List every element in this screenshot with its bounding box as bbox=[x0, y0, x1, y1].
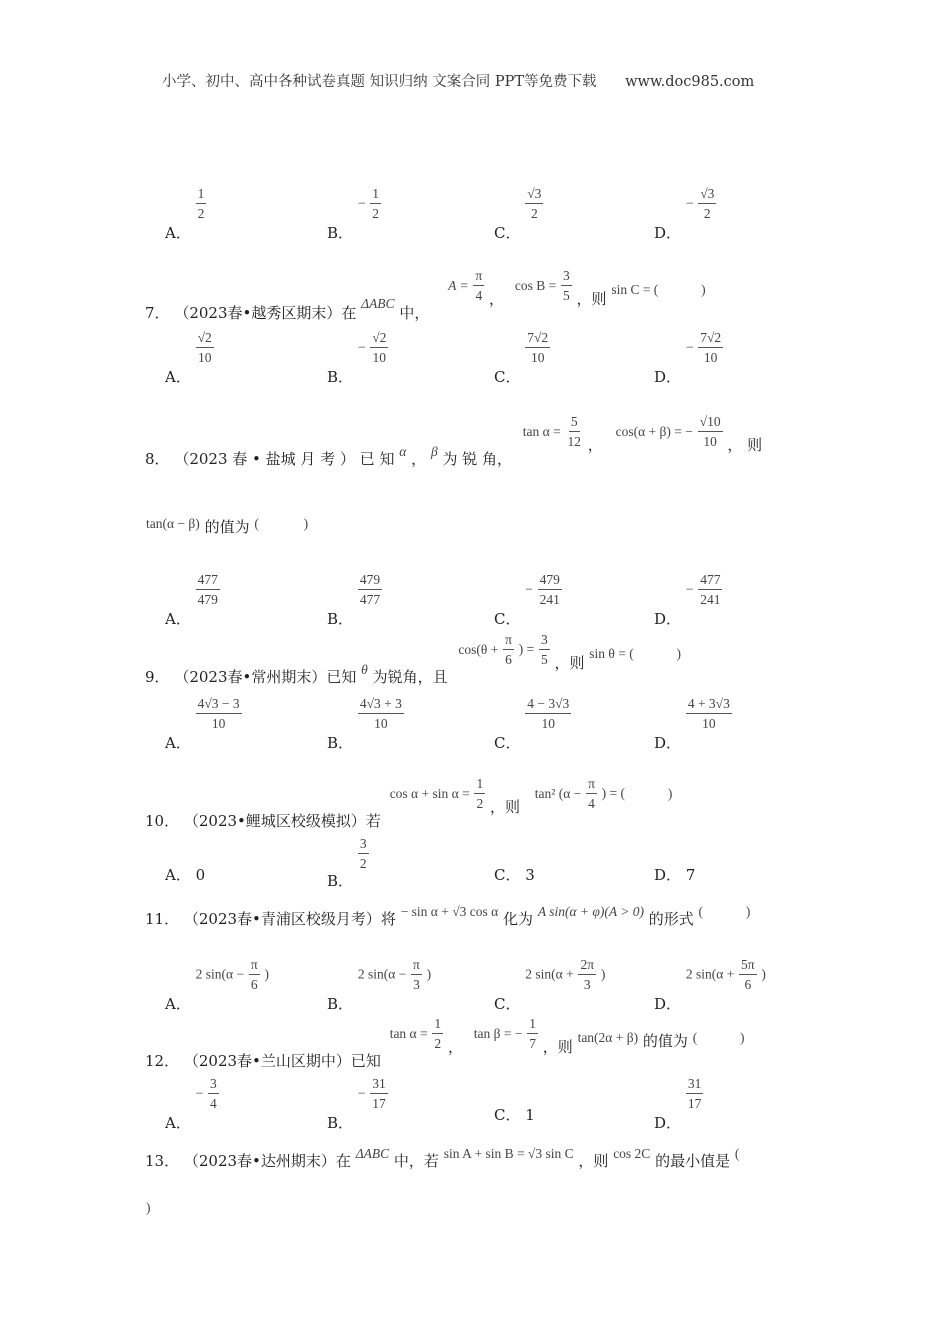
option-sign: − bbox=[685, 195, 694, 211]
q12-option-a[interactable] bbox=[165, 1076, 219, 1132]
option-label: B． bbox=[327, 367, 354, 386]
option-label: D． bbox=[654, 733, 682, 752]
option-label: D． bbox=[654, 994, 682, 1013]
question-expr: tan(α − β) bbox=[146, 516, 200, 531]
option-value: 1 bbox=[525, 1106, 535, 1124]
q7-option-d[interactable] bbox=[654, 330, 723, 386]
option-pre: 2 sin(α − bbox=[357, 966, 407, 982]
option-post: ) bbox=[264, 966, 269, 982]
option-fraction: $\frac{√3}{2}$ bbox=[700, 186, 715, 221]
option-label: B． bbox=[327, 994, 354, 1013]
condition-fraction: $\frac{5}{12}$ bbox=[567, 414, 582, 449]
q11-option-a[interactable] bbox=[165, 957, 269, 1013]
q8-option-a[interactable] bbox=[165, 572, 220, 628]
question-source: （2023春•达州期末）在 bbox=[183, 1152, 351, 1170]
option-label: A． bbox=[165, 223, 191, 242]
q9-option-b[interactable] bbox=[327, 696, 404, 752]
option-label: B． bbox=[327, 871, 354, 890]
q6-option-a[interactable] bbox=[165, 186, 206, 242]
option-label: D． bbox=[654, 223, 682, 242]
q8-option-c[interactable] bbox=[494, 572, 562, 628]
condition-lhs: A = bbox=[448, 277, 469, 293]
question-ask: cos 2C bbox=[613, 1146, 651, 1161]
option-fraction: $\frac{√3}{2}$ bbox=[527, 186, 542, 221]
question-number: 10． bbox=[145, 811, 180, 830]
text-segment: ，则 bbox=[554, 653, 585, 672]
q10-option-c[interactable] bbox=[494, 864, 535, 885]
answer-paren: ) bbox=[739, 1029, 745, 1045]
q6-option-b[interactable] bbox=[327, 186, 381, 242]
condition-fraction: $\frac{\pi}{4}$ bbox=[475, 268, 483, 303]
option-label: B． bbox=[327, 1113, 354, 1132]
option-label: A． bbox=[165, 367, 191, 386]
page-header bbox=[162, 70, 754, 91]
question-12 bbox=[145, 1016, 745, 1070]
question-13-close bbox=[146, 1198, 151, 1216]
question-number: 9． bbox=[145, 667, 170, 686]
q7-option-c[interactable] bbox=[494, 330, 550, 386]
condition-inner-fraction: $\frac{\pi}{6}$ bbox=[505, 632, 512, 667]
triangle-symbol: ΔABC bbox=[355, 1146, 390, 1161]
option-label: C． bbox=[494, 609, 521, 628]
answer-paren: ) bbox=[146, 1200, 151, 1215]
option-post: ) bbox=[426, 966, 432, 982]
option-sign: − bbox=[685, 339, 694, 355]
option-fraction: $\frac{√2}{10}$ bbox=[197, 330, 212, 365]
q7-option-b[interactable] bbox=[327, 330, 388, 386]
option-fraction: $\frac{\pi}{3}$ bbox=[413, 957, 420, 992]
answer-paren: ( bbox=[734, 1146, 740, 1161]
option-label: A． bbox=[165, 1113, 191, 1132]
option-value: 3 bbox=[525, 866, 535, 884]
question-ask: tan(2α + β) bbox=[577, 1029, 639, 1045]
question-9 bbox=[145, 632, 682, 686]
answer-paren: ( bbox=[698, 904, 704, 919]
text-segment: ， bbox=[447, 1037, 463, 1056]
question-ask: ) = ( bbox=[601, 785, 626, 801]
option-fraction: $\frac{479}{241}$ bbox=[539, 572, 560, 607]
option-fraction: $\frac{1}{2}$ bbox=[372, 186, 379, 221]
option-pre: 2 sin(α − bbox=[195, 966, 245, 982]
question-source: （2023•鲤城区校级模拟）若 bbox=[183, 811, 381, 830]
question-source: （2023春•常州期末）已知 bbox=[174, 667, 357, 686]
question-13 bbox=[145, 1142, 740, 1170]
condition-lhs: cos α + sin α = bbox=[389, 785, 470, 801]
option-sign: − bbox=[357, 1085, 366, 1101]
beta-symbol: β bbox=[430, 443, 438, 459]
q8-option-b[interactable] bbox=[327, 572, 382, 628]
option-fraction: $\frac{4√3 - 3}{10}$ bbox=[197, 696, 240, 731]
option-value: 7 bbox=[685, 866, 696, 884]
text-segment: 的形式 bbox=[648, 910, 694, 928]
option-fraction: $\frac{31}{17}$ bbox=[687, 1076, 702, 1111]
q10-option-a[interactable] bbox=[165, 864, 205, 885]
option-value: 0 bbox=[195, 866, 206, 884]
option-pre: 2 sin(α + bbox=[525, 966, 574, 982]
question-source: （2023 春 • 盐城 月 考 ） 已 知 bbox=[174, 449, 395, 468]
answer-paren: ( bbox=[254, 516, 259, 531]
option-label: D． bbox=[654, 609, 682, 628]
q10-option-b[interactable] bbox=[327, 836, 369, 890]
question-11 bbox=[145, 900, 751, 928]
option-fraction: $\frac{7√2}{10}$ bbox=[700, 330, 722, 365]
q6-option-c[interactable] bbox=[494, 186, 543, 242]
option-label: C． bbox=[494, 1106, 521, 1124]
q8-option-d[interactable] bbox=[654, 572, 722, 628]
option-label: A． bbox=[165, 994, 191, 1013]
alpha-symbol: α bbox=[399, 443, 407, 459]
answer-paren: ) bbox=[745, 904, 751, 919]
option-fraction: $\frac{5\pi}{6}$ bbox=[741, 957, 755, 992]
q6-option-d[interactable] bbox=[654, 186, 716, 242]
question-ask: tan² (α − bbox=[534, 785, 582, 801]
option-label: C． bbox=[494, 223, 521, 242]
text-segment: ，则 bbox=[578, 1152, 609, 1170]
triangle-symbol: ΔABC bbox=[361, 295, 395, 311]
condition-lhs: tan α = bbox=[389, 1025, 428, 1041]
option-sign: − bbox=[357, 339, 366, 355]
condition-lhs: tan β = − bbox=[473, 1025, 523, 1041]
q12-option-b[interactable] bbox=[327, 1076, 388, 1132]
option-fraction: $\frac{477}{479}$ bbox=[197, 572, 218, 607]
option-fraction: $\frac{√2}{10}$ bbox=[372, 330, 387, 365]
header-url: www.doc985.com bbox=[625, 74, 755, 90]
question-number: 13． bbox=[145, 1152, 180, 1170]
q9-option-c[interactable] bbox=[494, 696, 571, 752]
text-segment: ， bbox=[489, 289, 505, 308]
text-segment: 为 锐 角， bbox=[442, 449, 513, 468]
question-ask: sin C = ( bbox=[611, 281, 659, 297]
option-fraction: $\frac{3}{4}$ bbox=[210, 1076, 217, 1111]
option-sign: − bbox=[525, 581, 533, 597]
option-fraction: $\frac{7√2}{10}$ bbox=[527, 330, 549, 365]
option-label: B． bbox=[327, 223, 354, 242]
option-fraction: $\frac{4 - 3√3}{10}$ bbox=[527, 696, 570, 731]
answer-paren: ) bbox=[303, 516, 309, 531]
option-fraction: $\frac{479}{477}$ bbox=[359, 572, 381, 607]
text-segment: 中，若 bbox=[393, 1152, 439, 1170]
q11-option-b[interactable] bbox=[327, 957, 432, 1013]
question-form: A sin(α + φ)(A > 0) bbox=[537, 904, 644, 919]
header-text: 小学、初中、高中各种试卷真题 知识归纳 文案合同 PPT等免费下载 bbox=[162, 74, 597, 90]
q9-option-d[interactable] bbox=[654, 696, 732, 752]
question-source: （2023春•青浦区校级月考）将 bbox=[183, 910, 396, 928]
option-fraction: $\frac{4 + 3√3}{10}$ bbox=[687, 696, 730, 731]
question-8 bbox=[145, 414, 763, 468]
option-label: D． bbox=[654, 1113, 682, 1132]
question-source: （2023春•越秀区期末）在 bbox=[174, 303, 357, 322]
option-post: ) bbox=[600, 966, 606, 982]
text-segment: ， bbox=[411, 449, 427, 468]
option-fraction: $\frac{4√3 + 3}{10}$ bbox=[359, 696, 402, 731]
condition-fraction: $\frac{1}{7}$ bbox=[529, 1016, 536, 1051]
text-segment: 中， bbox=[399, 303, 430, 322]
condition-mid: ) = bbox=[518, 641, 535, 657]
text-segment: ，则 bbox=[542, 1037, 573, 1056]
option-label: C． bbox=[494, 733, 521, 752]
text-segment: 的最小值是 bbox=[655, 1152, 731, 1170]
option-post: ) bbox=[761, 966, 766, 982]
q10-option-d[interactable] bbox=[654, 864, 695, 885]
option-fraction: $\frac{1}{2}$ bbox=[197, 186, 205, 221]
text-segment: ，则 bbox=[576, 289, 607, 308]
option-fraction: $\frac{3}{2}$ bbox=[359, 836, 367, 871]
option-fraction: $\frac{31}{17}$ bbox=[372, 1076, 386, 1111]
condition-fraction: $\frac{1}{2}$ bbox=[434, 1016, 442, 1051]
option-label: B． bbox=[327, 609, 354, 628]
text-segment: ， bbox=[587, 435, 603, 454]
question-7 bbox=[145, 268, 706, 322]
text-segment: 化为 bbox=[503, 910, 534, 928]
question-expr: − sin α + √3 cos α bbox=[400, 904, 499, 919]
theta-symbol: θ bbox=[361, 661, 368, 677]
question-number: 11． bbox=[145, 910, 180, 928]
text-segment: ，则 bbox=[490, 797, 521, 816]
question-ask-fraction: $\frac{\pi}{4}$ bbox=[588, 776, 595, 811]
q11-option-c[interactable] bbox=[494, 957, 606, 1013]
q12-option-c[interactable] bbox=[494, 1104, 535, 1125]
condition-fraction: $\frac{3}{5}$ bbox=[562, 268, 570, 303]
q12-option-d[interactable] bbox=[654, 1076, 703, 1132]
condition-expr: sin A + sin B = √3 sin C bbox=[443, 1146, 574, 1161]
option-label: A． bbox=[165, 733, 191, 752]
condition-fraction: $\frac{√10}{10}$ bbox=[699, 414, 721, 449]
question-source: （2023春•兰山区期中）已知 bbox=[183, 1051, 381, 1070]
option-label: D． bbox=[654, 866, 682, 884]
option-fraction: $\frac{2\pi}{3}$ bbox=[580, 957, 595, 992]
condition-lhs: cos B = bbox=[514, 277, 557, 293]
question-number: 7． bbox=[145, 303, 170, 322]
q11-option-d[interactable] bbox=[654, 957, 766, 1013]
condition-lhs: cos(α + β) = − bbox=[615, 423, 693, 439]
answer-paren: ) bbox=[676, 645, 682, 661]
q7-option-a[interactable] bbox=[165, 330, 214, 386]
option-label: B． bbox=[327, 733, 354, 752]
option-sign: − bbox=[195, 1085, 204, 1101]
text-segment: 的值为 bbox=[642, 1031, 688, 1050]
option-label: A． bbox=[165, 609, 191, 628]
answer-paren: ) bbox=[701, 281, 706, 297]
condition-fraction: $\frac{1}{2}$ bbox=[476, 776, 484, 811]
option-label: C． bbox=[494, 866, 521, 884]
option-sign: − bbox=[357, 195, 366, 211]
option-fraction: $\frac{477}{241}$ bbox=[700, 572, 721, 607]
condition-lhs: cos(θ + bbox=[458, 641, 499, 657]
option-pre: 2 sin(α + bbox=[685, 966, 735, 982]
option-label: A． bbox=[165, 866, 191, 884]
question-8-line2 bbox=[146, 512, 309, 536]
text-segment: 的值为 bbox=[204, 518, 250, 536]
answer-paren: ) bbox=[667, 785, 673, 801]
answer-paren: ( bbox=[692, 1029, 698, 1045]
condition-fraction: $\frac{3}{5}$ bbox=[540, 632, 548, 667]
question-number: 8． bbox=[145, 449, 170, 468]
q9-option-a[interactable] bbox=[165, 696, 242, 752]
question-ask: sin θ = ( bbox=[589, 645, 634, 661]
question-10 bbox=[145, 776, 673, 830]
option-label: C． bbox=[494, 994, 521, 1013]
option-sign: − bbox=[685, 581, 694, 597]
option-fraction: $\frac{\pi}{6}$ bbox=[250, 957, 258, 992]
option-label: C． bbox=[494, 367, 521, 386]
condition-lhs: tan α = bbox=[522, 423, 561, 439]
text-segment: ， 则 bbox=[727, 435, 763, 454]
text-segment: 为锐角，且 bbox=[372, 667, 448, 686]
question-number: 12． bbox=[145, 1051, 180, 1070]
option-label: D． bbox=[654, 367, 682, 386]
